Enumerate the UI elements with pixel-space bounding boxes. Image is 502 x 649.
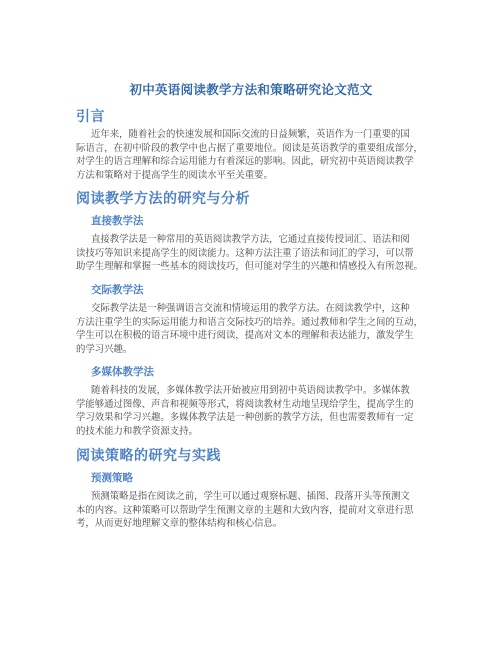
paragraph-line: 的学习兴趣。 [76,343,133,355]
paragraph-line: 方法注重学生的实际运用能力和语言交际技巧的培养。通过教师和学生之间的互动， [76,316,423,328]
paragraph-line: 读技巧等知识来提高学生的阅读能力。这种方法注重了语法和词汇的学习，可以帮 [76,247,414,259]
paragraph-line: 预测策略是指在阅读之前，学生可以通过观察标题、插图、段落开头等预测文 [91,491,410,502]
subsection-heading-multimedia: 多媒体教学法 [91,366,154,378]
paragraph-line: 方法和策略对于提高学生的阅读水平至关重要。 [76,169,273,181]
paragraph-line: 直接教学法是一种常用的英语阅读教学方法，它通过直接传授词汇、语法和阅 [91,234,410,245]
paragraph-line: 学习效果和学习兴趣。多媒体教学法是一种创新的教学方法，但也需要教师有一定 [76,412,414,424]
communicative-method-paragraph [76,302,431,356]
multimedia-method-paragraph [76,384,431,438]
paragraph-line: 交际教学法是一种强调语言交流和情境运用的教学方法。在阅读教学中，这种 [91,303,410,314]
paragraph-line: 学能够通过图像、声音和视频等形式，将阅读教材生动地呈现给学生，提高学生的 [76,398,414,410]
paragraph-line: 助学生理解和掌握一些基本的阅读技巧，但可能对学生的兴趣和情感投入有所忽视。 [76,261,423,273]
paragraph-line: 际语言，在初中阶段的教学中也占据了重要地位。阅读是英语教学的重要组成部分， [76,142,423,154]
paragraph-line: 学生可以在积极的语言环境中进行阅读，提高对文本的理解和表达能力，激发学生 [76,330,414,342]
paragraph-line: 近年来，随着社会的快速发展和国际交流的日益频繁，英语作为一门重要的国 [91,129,410,140]
intro-paragraph [76,128,431,182]
paragraph-line: 对学生的语言理解和综合运用能力有着深远的影响。因此，研究初中英语阅读教学 [76,156,414,168]
section-heading-strategies: 阅读策略的研究与实践 [76,448,221,464]
paragraph-line: 的技术能力和教学资源支持。 [76,425,198,437]
subsection-heading-direct: 直接教学法 [91,215,144,227]
direct-method-paragraph [76,233,431,274]
subsection-heading-prediction: 预测策略 [91,472,133,484]
paragraph-line: 随着科技的发展，多媒体教学法开始被应用到初中英语阅读教学中。多媒体教 [91,385,410,396]
paragraph-line: 本的内容。这种策略可以帮助学生预测文章的主题和大致内容，提前对文章进行思 [76,504,414,516]
prediction-strategy-paragraph [76,490,431,531]
section-heading-intro: 引言 [76,109,105,125]
document-title: 初中英语阅读教学方法和策略研究论文范文 [129,82,373,97]
section-heading-methods: 阅读教学方法的研究与分析 [76,191,250,207]
subsection-heading-communicative: 交际教学法 [91,284,144,296]
paragraph-line: 考，从而更好地理解文章的整体结构和核心信息。 [76,518,283,530]
